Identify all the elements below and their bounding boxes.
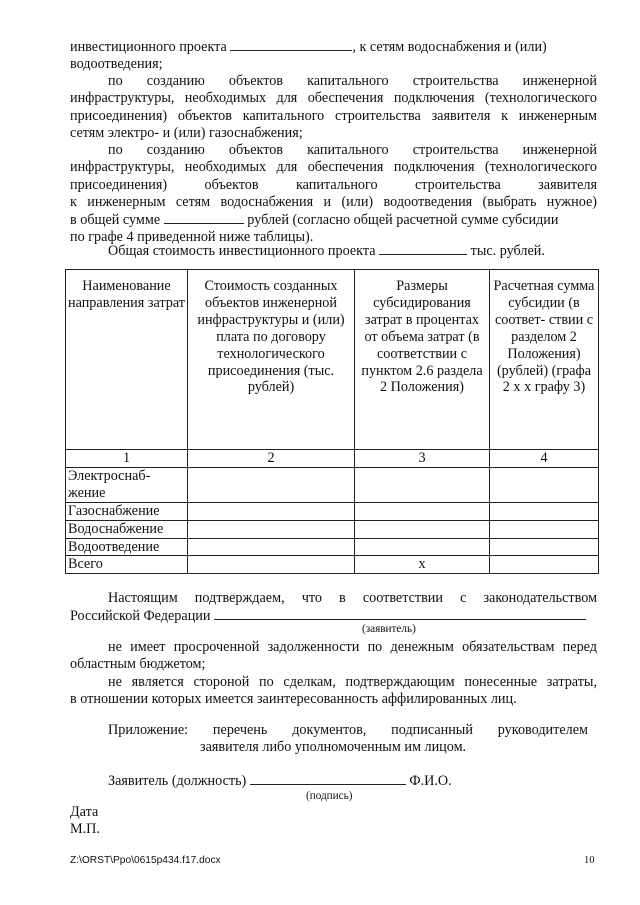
item1-line2: областным бюджетом; [70, 656, 206, 673]
cell-subsidy [490, 538, 599, 556]
row-label-water-supply: Водоснабжение [66, 520, 188, 538]
p2-line2: инфраструктуры, необходимых для обеспечения подключения (технологического [70, 90, 597, 107]
p2-line4: сетям электро- и (или) газоснабжения; [70, 124, 303, 141]
blank-project-name [230, 38, 352, 51]
caption-signature: (подпись) [306, 790, 353, 802]
paragraph-investment-project [70, 38, 597, 74]
table-row [66, 538, 599, 556]
attachment-line1: Приложение: перечень документов, подписанный руководителем [108, 722, 588, 738]
paragraph-total-cost [70, 242, 597, 260]
cell-subsidy [490, 467, 599, 502]
signature-line [108, 772, 588, 790]
table-column-number-row [66, 450, 599, 468]
column-number: 4 [490, 450, 599, 468]
table-row [66, 520, 599, 538]
cell-cost [188, 520, 355, 538]
row-label-sewerage: Водоотведение [66, 538, 188, 556]
caption-applicant: (заявитель) [362, 623, 416, 635]
paragraph-water [70, 142, 597, 247]
confirm-line1: Настоящим подтверждаем, что в соответствии с законодательством [108, 590, 597, 606]
p4-text-a: Общая стоимость инвестиционного проекта [108, 243, 376, 259]
table-row [66, 502, 599, 520]
row-label-total: Всего [66, 556, 188, 574]
confirmation-item-debt [70, 639, 597, 674]
p2-line1: по созданию объектов капитального строительства инженерной [108, 73, 597, 89]
stamp-label: М.П. [70, 821, 100, 837]
table-header-row [66, 270, 599, 450]
cell-percent: х [355, 556, 490, 574]
attachment-block [108, 722, 588, 757]
item2-line1: не является стороной по сделкам, подтверждающим понесенные затраты, [108, 674, 597, 690]
header-subsidy-sum: Расчетная сумма субсидии (в соответ- ствии с разделом 2 Положения) (рублей) (графа 2 х х графу 3) [490, 270, 599, 450]
confirm-text-rf: Российской Федерации [70, 608, 211, 625]
blank-total-cost [379, 242, 467, 255]
p3-line4: к инженерным сетям водоснабжения и (или) водоотведения (выбрать нужное) [70, 193, 597, 210]
p3-line6: по графе 4 приведенной ниже таблицы). [70, 229, 314, 246]
row-label-gas: Газоснабжение [66, 502, 188, 520]
item2-line2: в отношении которых имеется заинтересованность аффилированных лиц. [70, 691, 517, 708]
cell-percent [355, 538, 490, 556]
confirm-line2 [70, 607, 597, 625]
blank-total-sum [164, 211, 244, 224]
cell-subsidy [490, 502, 599, 520]
p3-line1: по созданию объектов капитального строительства инженерной [108, 142, 597, 158]
cell-subsidy [490, 556, 599, 574]
table-row-total [66, 556, 599, 574]
blank-applicant [214, 607, 586, 620]
header-cost-direction: Наименование направления затрат [66, 270, 188, 450]
attachment-line2: заявителя либо уполномоченным им лицом. [200, 739, 467, 756]
paragraph-electro-gas [70, 73, 597, 142]
p2-line3: присоединения) объектов капитального строительства заявителя к инженерным [70, 107, 597, 124]
header-subsidy-percent: Размеры субсидирования затрат в процентах от объема затрат (в соответствии с пунктом 2.6 раздела 2 Положения) [355, 270, 490, 450]
signature-fio: Ф.И.О. [409, 773, 452, 789]
cell-subsidy [490, 520, 599, 538]
p3-line2: инфраструктуры, необходимых для обеспечения подключения (технологического [70, 159, 597, 176]
item1-line1: не имеет просроченной задолженности по денежным обязательствам перед [108, 639, 597, 655]
p1-text-a: инвестиционного проекта [70, 39, 227, 55]
subsidy-table [65, 269, 599, 574]
cell-cost [188, 538, 355, 556]
confirmation-item-deals [70, 674, 597, 709]
p3-line5 [70, 211, 597, 229]
cell-percent [355, 467, 490, 502]
footer-file-path: Z:\ORST\Ppo\0615p434.f17.docx [70, 855, 221, 866]
row-label-electro: Электроснаб- жение [66, 467, 188, 502]
p4-text-b: тыс. рублей. [470, 243, 545, 259]
column-number: 3 [355, 450, 490, 468]
p3-text-a: в общей сумме [70, 212, 161, 229]
signature-applicant-label: Заявитель (должность) [108, 773, 247, 789]
confirmation-block [70, 590, 597, 626]
footer-page-number: 10 [584, 855, 595, 866]
p3-line3: присоединения) объектов капитального строительства заявителя [70, 176, 597, 193]
table-row [66, 467, 599, 502]
date-label: Дата [70, 804, 99, 820]
cell-percent [355, 520, 490, 538]
column-number: 2 [188, 450, 355, 468]
column-number: 1 [66, 450, 188, 468]
blank-signature [250, 772, 406, 785]
cell-percent [355, 502, 490, 520]
header-cost-amount: Стоимость созданных объектов инженерной инфраструктуры и (или) плата по договору технологического присоединения (тыс. рублей) [188, 270, 355, 450]
p1-text-line2: водоотведения; [70, 56, 163, 73]
cell-cost [188, 502, 355, 520]
cell-cost [188, 467, 355, 502]
p1-text-b: , к сетям водоснабжения и (или) [352, 39, 547, 55]
cell-cost [188, 556, 355, 574]
p3-text-b: рублей (согласно общей расчетной сумме субсидии [247, 212, 559, 229]
